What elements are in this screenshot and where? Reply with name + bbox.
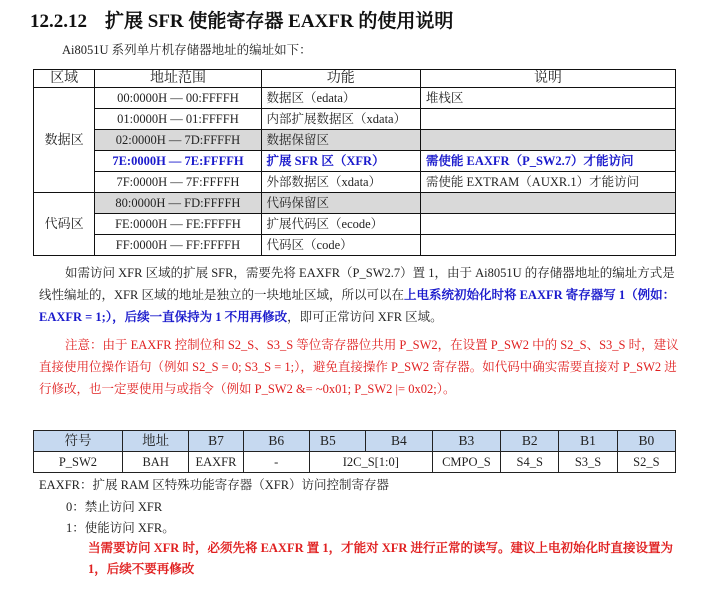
description-cell	[420, 235, 675, 256]
paragraph-text: 如需访问 XFR 区域的扩展 SFR，需要先将 EAXFR（P_SW2.7）置 1，由于 Ai8051U 的存储器地址的编址方式是线性编址的，XFR 区域的地址是独立的一块地址区域，所以可以在	[39, 266, 675, 302]
b3-cell: CMPO_S	[432, 452, 500, 473]
function-cell: 内部扩展数据区（xdata）	[261, 109, 420, 130]
option-1: 1：使能访问 XFR。	[66, 521, 175, 535]
symbol-cell: P_SW2	[34, 452, 123, 473]
header-description: 说明	[420, 70, 675, 88]
description-cell	[420, 130, 675, 151]
header-b6: B6	[243, 431, 309, 452]
section-number: 12.2.12	[30, 11, 87, 32]
function-cell: 外部数据区（xdata）	[261, 172, 420, 193]
function-cell: 代码区（code）	[261, 235, 420, 256]
function-cell: 扩展代码区（ecode）	[261, 214, 420, 235]
section-heading	[30, 6, 453, 33]
header-b5: B5	[309, 431, 365, 452]
description-cell: 堆栈区	[420, 88, 675, 109]
warning-text: 当需要访问 XFR 时，必须先将 EAXFR 置 1，才能对 XFR 进行正常的读写。建议上电初始化时直接设置为 1，后续不要再修改	[88, 541, 674, 576]
b6-cell: -	[243, 452, 309, 473]
table-row	[34, 88, 676, 109]
description-cell: 需使能 EXTRAM（AUXR.1）才能访问	[420, 172, 675, 193]
description-cell	[420, 109, 675, 130]
table-row	[34, 172, 676, 193]
table-row	[34, 235, 676, 256]
function-cell: 数据区（edata）	[261, 88, 420, 109]
header-b2: B2	[501, 431, 559, 452]
function-cell: 代码保留区	[261, 193, 420, 214]
range-cell: 80:0000H — FD:FFFFH	[95, 193, 261, 214]
range-cell: FE:0000H — FE:FFFFH	[95, 214, 261, 235]
region-cell: 数据区	[34, 88, 95, 193]
memory-map-table	[33, 69, 676, 256]
table-row	[34, 109, 676, 130]
caution-text: 注意：由于 EAXFR 控制位和 S2_S、S3_S 等位寄存器位共用 P_SW2，在设置 P_SW2 中的 S2_S、S3_S 时，建议直接使用位操作语句（例如 S2_S = 0; S3_S = 1;），避免直接操作 P_SW2 寄存器。如代码中确实需要直接对 P_SW2 进行修改，也一定要使用与或指令（例如 P_SW2 &= ~0x01; P_SW2 |= 0x02;）。	[39, 338, 679, 396]
header-symbol: 符号	[34, 431, 123, 452]
intro-text: Ai8051U 系列单片机存储器地址的编址如下：	[62, 43, 312, 57]
header-address: 地址	[122, 431, 188, 452]
header-b3: B3	[432, 431, 500, 452]
eaxfr-description: EAXFR：扩展 RAM 区特殊功能寄存器（XFR）访问控制寄存器	[39, 478, 390, 492]
range-cell: 01:0000H — 01:FFFFH	[95, 109, 261, 130]
header-range: 地址范围	[95, 70, 261, 88]
table-row	[34, 214, 676, 235]
description-cell: 需使能 EAXFR（P_SW2.7）才能访问	[420, 151, 675, 172]
function-cell: 扩展 SFR 区（XFR）	[261, 151, 420, 172]
b7-cell: EAXFR	[189, 452, 243, 473]
caution-paragraph	[39, 334, 679, 400]
range-cell: 00:0000H — 00:FFFFH	[95, 88, 261, 109]
highlighted-text: 上电系统初始化时将 EAXFR 寄存器写 1（例如：EAXFR = 1;），后续一直保持为 1 不用再修改	[39, 288, 676, 324]
function-cell: 数据保留区	[261, 130, 420, 151]
section-title: 扩展 SFR 使能寄存器 EAXFR 的使用说明	[105, 11, 454, 32]
header-function: 功能	[261, 70, 420, 88]
range-cell: 7F:0000H — 7F:FFFFH	[95, 172, 261, 193]
table-row-reserved	[34, 193, 676, 214]
b1-cell: S3_S	[559, 452, 617, 473]
register-table	[33, 430, 676, 473]
address-cell: BAH	[122, 452, 188, 473]
header-b0: B0	[617, 431, 675, 452]
b2-cell: S4_S	[501, 452, 559, 473]
description-cell	[420, 193, 675, 214]
header-b4: B4	[366, 431, 432, 452]
register-row	[34, 452, 676, 473]
b0-cell: S2_S	[617, 452, 675, 473]
range-cell: FF:0000H — FF:FFFFH	[95, 235, 261, 256]
b5-b4-cell: I2C_S[1:0]	[309, 452, 432, 473]
header-b7: B7	[189, 431, 243, 452]
range-cell: 7E:0000H — 7E:FFFFH	[95, 151, 261, 172]
description-cell	[420, 214, 675, 235]
header-region: 区域	[34, 70, 95, 88]
region-cell: 代码区	[34, 193, 95, 256]
xfr-access-paragraph	[39, 262, 679, 328]
table-row-reserved	[34, 130, 676, 151]
paragraph-text: ，即可正常访问 XFR 区域。	[287, 310, 443, 324]
table-header-row	[34, 70, 676, 88]
register-header-row	[34, 431, 676, 452]
option-0: 0：禁止访问 XFR	[66, 500, 163, 514]
table-row-highlighted	[34, 151, 676, 172]
header-b1: B1	[559, 431, 617, 452]
range-cell: 02:0000H — 7D:FFFFH	[95, 130, 261, 151]
